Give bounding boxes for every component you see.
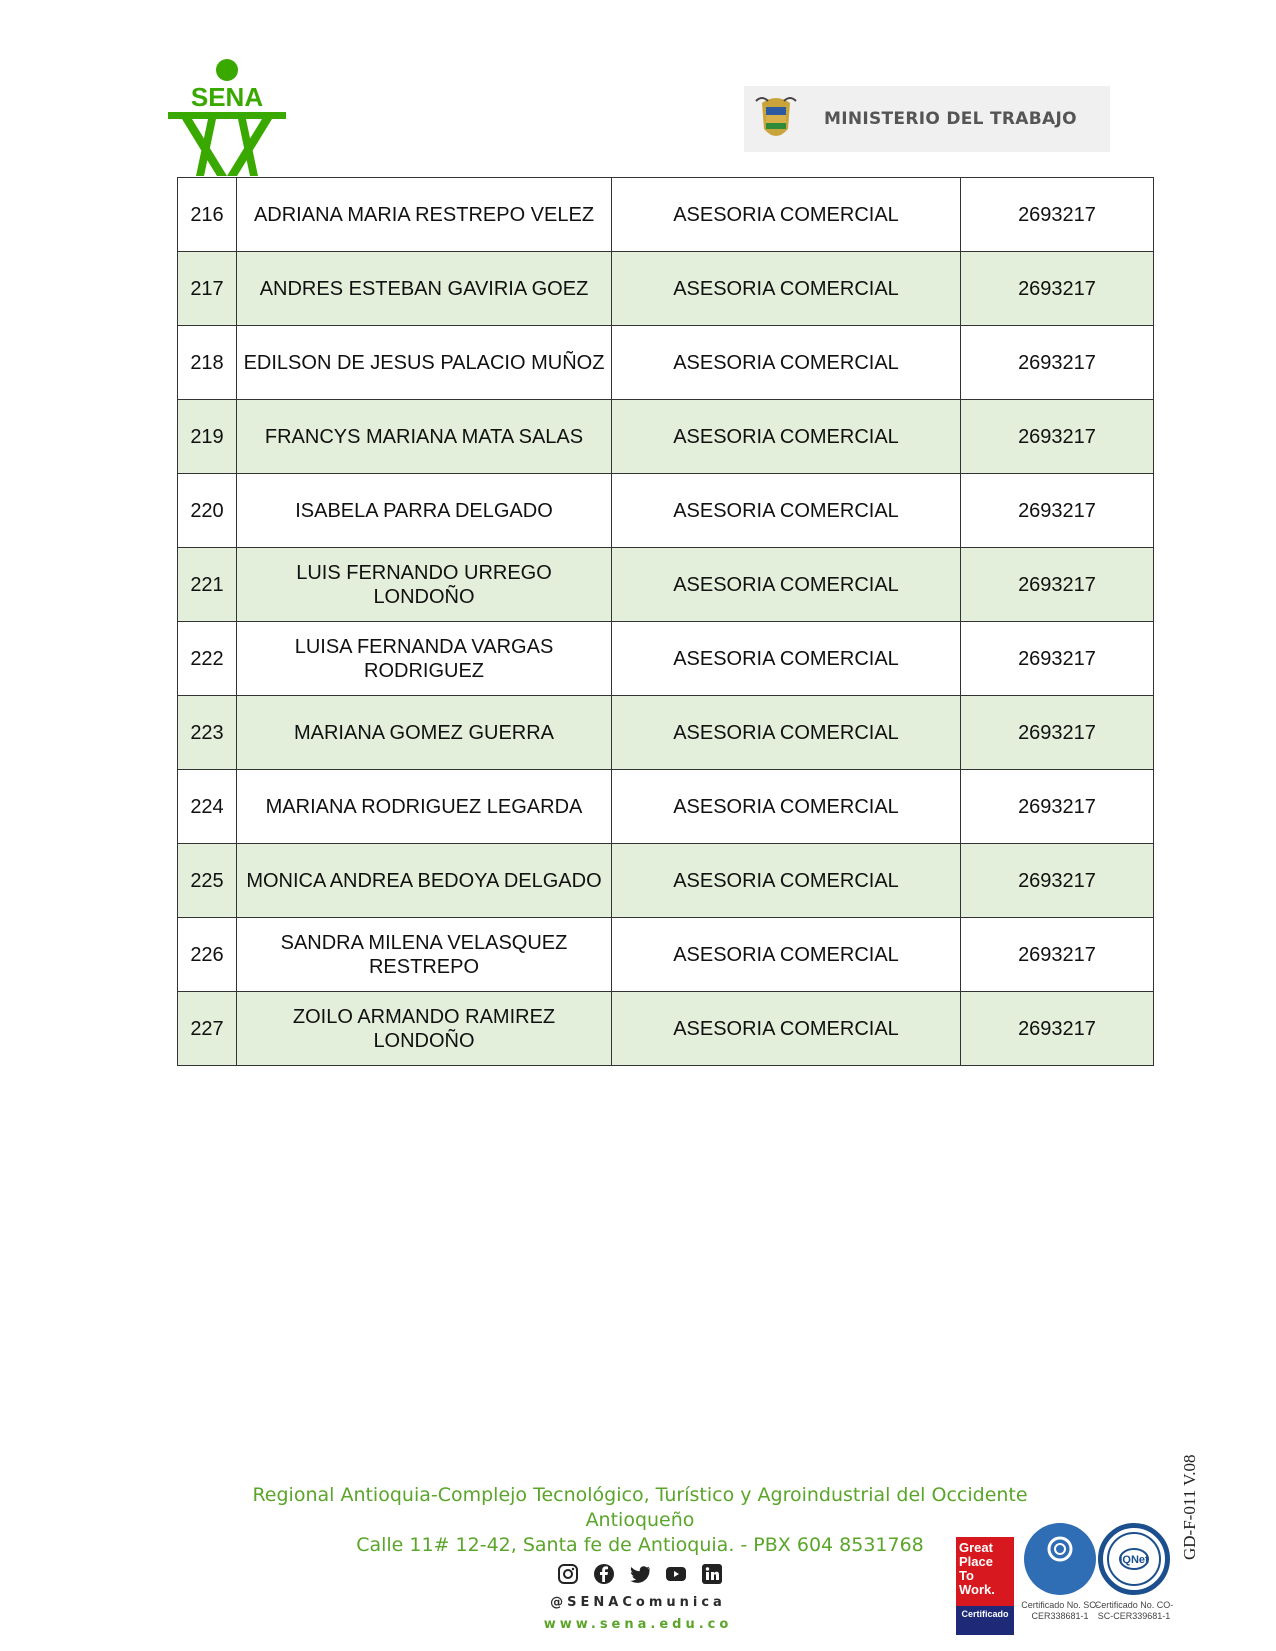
program-code-cell: 2693217 <box>961 918 1154 992</box>
facebook-icon[interactable] <box>592 1562 616 1586</box>
student-name-cell: ISABELA PARRA DELGADO <box>237 474 612 548</box>
program-name-cell: ASESORIA COMERCIAL <box>612 844 961 918</box>
program-code-cell: 2693217 <box>961 844 1154 918</box>
program-code-cell: 2693217 <box>961 992 1154 1066</box>
row-number-cell: 220 <box>178 474 237 548</box>
program-code-cell: 2693217 <box>961 252 1154 326</box>
program-name-cell: ASESORIA COMERCIAL <box>612 474 961 548</box>
student-name-cell: ANDRES ESTEBAN GAVIRIA GOEZ <box>237 252 612 326</box>
student-name-cell: ZOILO ARMANDO RAMIREZ LONDOÑO <box>237 992 612 1066</box>
coat-of-arms-icon <box>754 93 798 145</box>
program-code-cell: 2693217 <box>961 696 1154 770</box>
program-name-cell: ASESORIA COMERCIAL <box>612 178 961 252</box>
table-row <box>178 696 1154 770</box>
website-link[interactable]: www.sena.edu.co <box>543 1617 733 1632</box>
table-row <box>178 770 1154 844</box>
student-name-cell: FRANCYS MARIANA MATA SALAS <box>237 400 612 474</box>
table-row <box>178 992 1154 1066</box>
ministerio-label: MINISTERIO DEL TRABAJO <box>824 109 1077 129</box>
twitter-icon[interactable] <box>628 1562 652 1586</box>
roster-table <box>177 177 1154 1066</box>
program-name-cell: ASESORIA COMERCIAL <box>612 548 961 622</box>
footer-address-line1: Regional Antioquia-Complejo Tecnológico, Turístico y Agroindustrial del Occidente Antioqueño <box>252 1484 1028 1531</box>
icontec-badge <box>1024 1523 1096 1595</box>
row-number-cell: 227 <box>178 992 237 1066</box>
social-icons <box>556 1562 724 1586</box>
table-row <box>178 918 1154 992</box>
table-row <box>178 326 1154 400</box>
row-number-cell: 226 <box>178 918 237 992</box>
program-name-cell: ASESORIA COMERCIAL <box>612 770 961 844</box>
table-row <box>178 400 1154 474</box>
sena-logo <box>168 58 286 176</box>
program-code-cell: 2693217 <box>961 326 1154 400</box>
table-row <box>178 178 1154 252</box>
student-name-cell: MARIANA RODRIGUEZ LEGARDA <box>237 770 612 844</box>
program-name-cell: ASESORIA COMERCIAL <box>612 400 961 474</box>
program-code-cell: 2693217 <box>961 548 1154 622</box>
great-place-to-work-badge <box>956 1537 1014 1635</box>
social-handle[interactable]: @SENAComunica <box>550 1595 726 1610</box>
iqnet-badge <box>1098 1523 1170 1595</box>
svg-text:SENA: SENA <box>190 82 264 112</box>
student-name-cell: LUISA FERNANDA VARGAS RODRIGUEZ <box>237 622 612 696</box>
program-name-cell: ASESORIA COMERCIAL <box>612 622 961 696</box>
instagram-icon[interactable] <box>556 1562 580 1586</box>
table-row <box>178 548 1154 622</box>
gptw-text: Great Place To Work. <box>959 1540 995 1597</box>
certificate-number-2: Certificado No. CO-SC-CER339681-1 <box>1094 1600 1174 1621</box>
student-name-cell: SANDRA MILENA VELASQUEZ RESTREPO <box>237 918 612 992</box>
row-number-cell: 222 <box>178 622 237 696</box>
table-row <box>178 252 1154 326</box>
table-row <box>178 622 1154 696</box>
iqnet-label: IQNet <box>1119 1554 1149 1566</box>
table-row <box>178 844 1154 918</box>
program-name-cell: ASESORIA COMERCIAL <box>612 992 961 1066</box>
student-name-cell: MONICA ANDREA BEDOYA DELGADO <box>237 844 612 918</box>
program-code-cell: 2693217 <box>961 400 1154 474</box>
student-name-cell: LUIS FERNANDO URREGO LONDOÑO <box>237 548 612 622</box>
student-name-cell: ADRIANA MARIA RESTREPO VELEZ <box>237 178 612 252</box>
linkedin-icon[interactable] <box>700 1562 724 1586</box>
row-number-cell: 219 <box>178 400 237 474</box>
program-name-cell: ASESORIA COMERCIAL <box>612 252 961 326</box>
footer-address-line2: Calle 11# 12-42, Santa fe de Antioquia. - PBX 604 8531768 <box>356 1534 924 1556</box>
program-name-cell: ASESORIA COMERCIAL <box>612 326 961 400</box>
program-code-cell: 2693217 <box>961 770 1154 844</box>
gptw-certified-label: Certificado <box>956 1606 1014 1635</box>
student-name-cell: MARIANA GOMEZ GUERRA <box>237 696 612 770</box>
program-code-cell: 2693217 <box>961 178 1154 252</box>
row-number-cell: 221 <box>178 548 237 622</box>
student-name-cell: EDILSON DE JESUS PALACIO MUÑOZ <box>237 326 612 400</box>
row-number-cell: 217 <box>178 252 237 326</box>
certificate-number-1: Certificado No. SC-CER338681-1 <box>1021 1600 1099 1621</box>
document-code: GD-F-011 V.08 <box>1180 1454 1199 1560</box>
row-number-cell: 225 <box>178 844 237 918</box>
program-code-cell: 2693217 <box>961 474 1154 548</box>
ministerio-del-trabajo-banner <box>744 86 1110 152</box>
program-code-cell: 2693217 <box>961 622 1154 696</box>
row-number-cell: 216 <box>178 178 237 252</box>
table-row <box>178 474 1154 548</box>
row-number-cell: 218 <box>178 326 237 400</box>
program-name-cell: ASESORIA COMERCIAL <box>612 918 961 992</box>
row-number-cell: 224 <box>178 770 237 844</box>
youtube-icon[interactable] <box>664 1562 688 1586</box>
program-name-cell: ASESORIA COMERCIAL <box>612 696 961 770</box>
iqnet-icon <box>1103 1528 1165 1590</box>
row-number-cell: 223 <box>178 696 237 770</box>
icontec-icon <box>1024 1523 1096 1595</box>
